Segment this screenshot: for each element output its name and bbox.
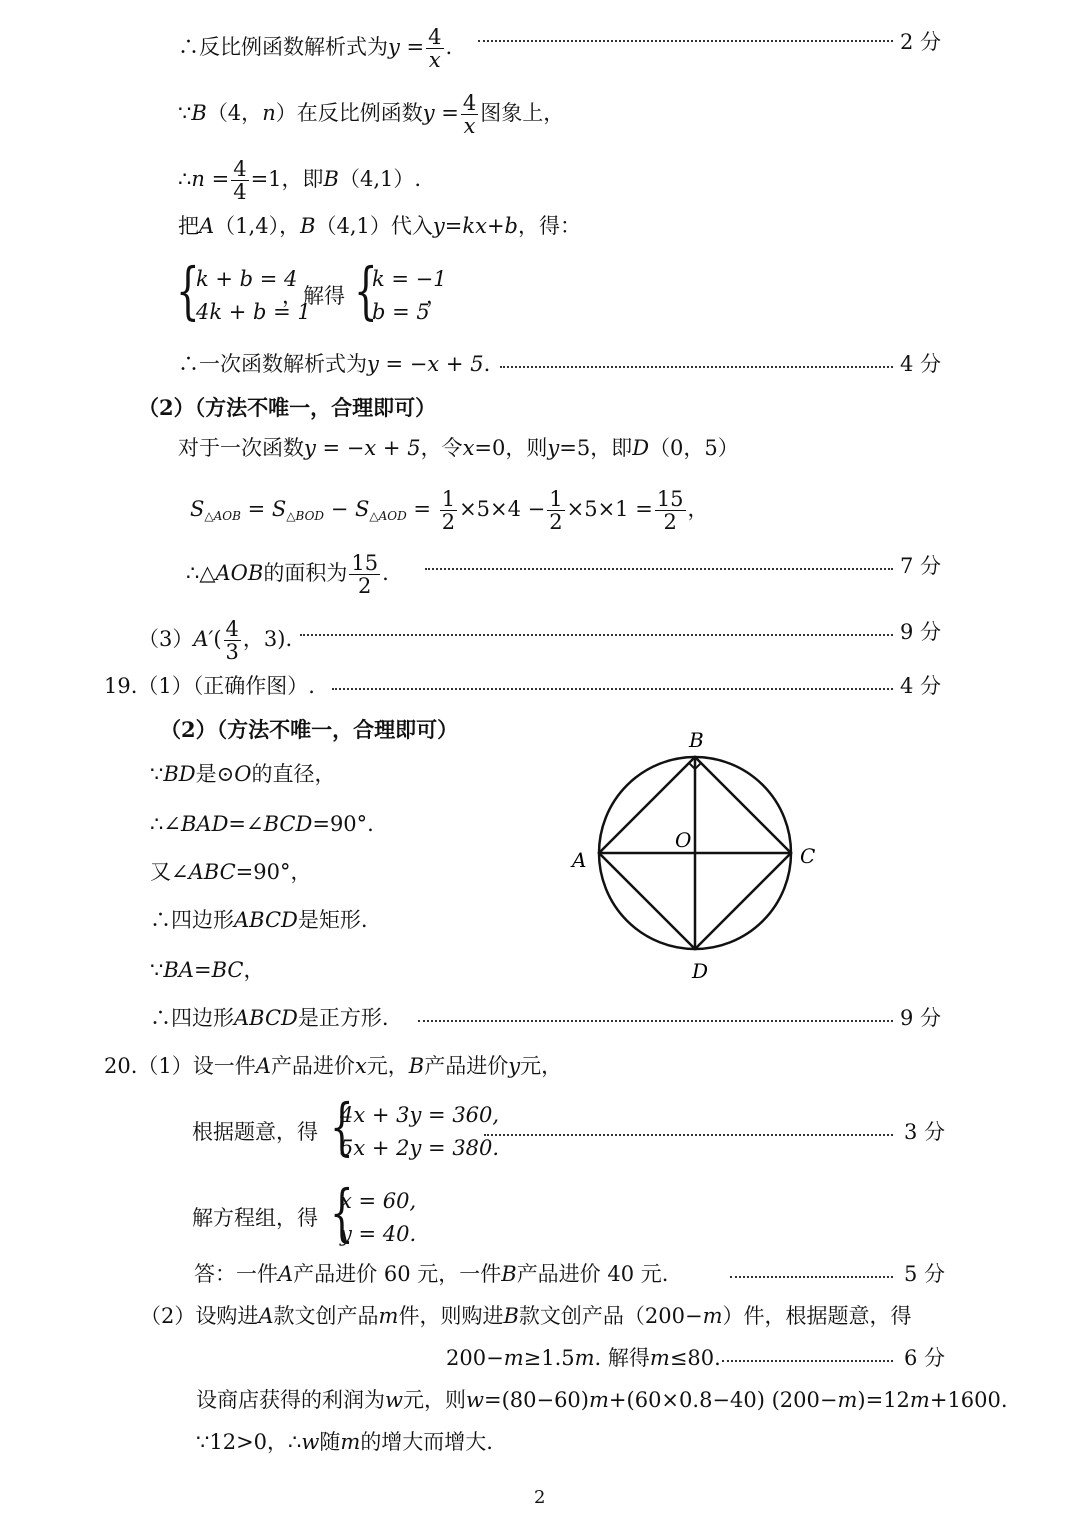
denominator: 2 (549, 510, 563, 534)
text: ∴一次函数解析式为 (178, 352, 367, 376)
var: B (501, 1262, 517, 1286)
text: （0，5） (649, 436, 739, 460)
text: ×5×4 − (459, 497, 546, 521)
equation-system-xy (330, 1090, 500, 1168)
text: ≤80. (669, 1346, 721, 1370)
equation-row: 4x + 3y = 360, (340, 1103, 500, 1127)
text: ， (243, 958, 265, 982)
equation-system-kb (176, 254, 476, 332)
line-n-value (178, 158, 421, 203)
text: =90°， (235, 860, 312, 884)
text: 设商店获得的利润为 (196, 1388, 385, 1412)
numerator: 1 (441, 487, 456, 511)
var: y (508, 1054, 521, 1078)
text: =1，即 (250, 167, 324, 191)
fraction (461, 92, 478, 137)
var: B (323, 167, 339, 191)
score-label: 9 分 (900, 620, 942, 644)
var: x (354, 1054, 367, 1078)
line-monotonic (196, 1428, 493, 1456)
page-number: 2 (534, 1487, 546, 1508)
text: 20.（1）设一件 (104, 1054, 256, 1078)
numerator: 15 (656, 487, 684, 511)
denominator: 2 (663, 510, 677, 534)
line-part3 (138, 618, 292, 663)
text: 把 (178, 214, 199, 238)
text: ，令 (420, 436, 463, 460)
var: x (462, 436, 475, 460)
text: − (324, 497, 355, 521)
var: BAD (180, 812, 229, 836)
equation: y=kx+b (432, 214, 518, 238)
text: 的面积为 (263, 561, 348, 585)
denominator: x (463, 114, 476, 138)
var: y (547, 436, 560, 460)
text: 根据题意，得 (192, 1120, 318, 1144)
line-linear-function (178, 350, 490, 378)
left-brace: { (354, 254, 378, 327)
line-inverse-function (178, 26, 452, 71)
var: A (199, 214, 215, 238)
equation-row: 5x + 2y = 380. (340, 1136, 500, 1160)
var: ABC (188, 860, 236, 884)
var-y: y (388, 35, 400, 59)
numerator: 4 (233, 157, 247, 181)
var: m (702, 1304, 723, 1328)
fraction (426, 26, 443, 71)
var: AOB (215, 561, 264, 585)
text: . 解得 (594, 1346, 650, 1370)
text: 是正方形. (297, 1006, 389, 1030)
text: ∴∠ (150, 812, 181, 836)
fraction (231, 158, 248, 203)
text: =0，则 (474, 436, 548, 460)
subscript: △AOD (369, 509, 407, 523)
line-answer (194, 1260, 668, 1288)
text: （2）设购进 (140, 1304, 259, 1328)
text: 元， (520, 1054, 563, 1078)
label-o: O (675, 828, 692, 852)
section-heading: （2）（方法不唯一，合理即可） (138, 395, 437, 420)
dot-leader (418, 1020, 893, 1022)
var: A′ (193, 627, 214, 651)
text: = (204, 167, 230, 191)
numerator: 1 (549, 487, 563, 511)
text: . (445, 35, 453, 59)
line-angle-abc (150, 858, 312, 886)
text: =90°. (312, 812, 374, 836)
question-20-part1 (104, 1052, 562, 1080)
text: 200− (446, 1346, 504, 1370)
var: m (909, 1388, 930, 1412)
label-b: B (689, 728, 704, 752)
numerator: 4 (225, 617, 239, 641)
left-brace: { (176, 254, 200, 327)
line-ba-bc (150, 956, 264, 984)
text: ）在反比例函数 (275, 101, 423, 125)
text: . (382, 561, 389, 585)
label-c: C (800, 844, 816, 868)
var-s: S (271, 497, 287, 521)
subscript: △BOD (286, 509, 325, 523)
text: ∴反比例函数解析式为 (178, 35, 388, 59)
text: = (240, 497, 272, 521)
score-label: 6 分 (904, 1346, 946, 1370)
equation: y = −x + 5 (367, 352, 484, 376)
denominator: 2 (441, 510, 456, 534)
line-right-angles (150, 810, 374, 838)
var: B (503, 1304, 519, 1328)
text: ，3). (242, 627, 293, 651)
line-profit (196, 1386, 1008, 1414)
question-19-part1: 19.（1）（正确作图）. (104, 674, 315, 698)
dot-leader (478, 40, 893, 42)
var: B (300, 214, 316, 238)
text: +1600. (929, 1388, 1008, 1412)
subscript: △AOB (204, 509, 241, 523)
text: ×5×1 = (566, 497, 653, 521)
text: （4,1）. (338, 167, 422, 191)
text: +(60×0.8−40) (200− (608, 1388, 838, 1412)
text: 元， (366, 1054, 409, 1078)
numerator: 4 (428, 25, 442, 49)
text: ( (213, 627, 222, 651)
dot-leader (484, 1134, 893, 1136)
text: 产品进价 60 元，一件 (293, 1262, 502, 1286)
text: =5，即 (559, 436, 633, 460)
text: ， (426, 284, 447, 308)
text: 答：一件 (194, 1262, 278, 1286)
dot-leader (425, 568, 893, 570)
label-a: A (572, 848, 587, 872)
text: （1,4）， (214, 214, 301, 238)
line-diameter (150, 760, 335, 788)
line-substitute (178, 212, 581, 240)
text: ∴△ (186, 561, 216, 585)
dot-leader (500, 366, 893, 368)
text: 的直径， (251, 762, 336, 786)
text: ≥1.5 (523, 1346, 575, 1370)
denominator: 4 (233, 180, 247, 204)
var: m (589, 1388, 609, 1412)
var: D (632, 436, 650, 460)
left-brace: { (330, 1176, 354, 1249)
text: =∠ (228, 812, 264, 836)
var: A (255, 1054, 271, 1078)
text: 解方程组，得 (192, 1206, 318, 1230)
text: 是⊙ (195, 762, 235, 786)
text: = (434, 101, 459, 125)
text: ∴ (178, 167, 192, 191)
text: ∵12>0，∴ (196, 1430, 302, 1454)
question-20-part2 (140, 1302, 912, 1330)
solution-row: y = 40. (340, 1222, 417, 1246)
text: （3） (138, 627, 194, 651)
line-area-result (186, 552, 389, 597)
dot-leader (730, 1276, 893, 1278)
text: = (399, 35, 425, 59)
text: 产品进价 40 元. (516, 1262, 669, 1286)
equation: y = −x + 5 (304, 436, 421, 460)
text: ∵ (150, 958, 164, 982)
solution-row: k = −1 (372, 267, 447, 291)
text: 产品进价 (270, 1054, 355, 1078)
score-label: 7 分 (900, 554, 942, 578)
solution-system-xy (330, 1176, 450, 1254)
fraction (547, 488, 564, 533)
text: ∵ (150, 762, 164, 786)
text: 是矩形. (297, 908, 368, 932)
denominator: 2 (358, 574, 372, 598)
var: m (378, 1304, 399, 1328)
var: m (574, 1346, 595, 1370)
denominator: x (428, 48, 441, 72)
text: ， (687, 497, 709, 521)
score-label: 3 分 (904, 1120, 946, 1144)
equation-row: k + b = 4 (196, 267, 298, 291)
var: w (465, 1388, 484, 1412)
text: ∴四边形 (150, 908, 234, 932)
text: 元，则 (402, 1388, 466, 1412)
text: 的增大而增大. (360, 1430, 493, 1454)
var: w (301, 1430, 320, 1454)
text: （4， (206, 101, 263, 125)
line-point-b (178, 92, 564, 137)
score-label: 9 分 (900, 1006, 942, 1030)
text: )=12 (857, 1388, 910, 1412)
text: 随 (319, 1430, 341, 1454)
text: 产品进价 (424, 1054, 509, 1078)
line-square (150, 1004, 389, 1032)
numerator: 4 (462, 91, 477, 115)
solution-row: x = 60, (340, 1189, 417, 1213)
var: ABCD (234, 908, 298, 932)
line-rectangle (150, 906, 368, 934)
score-label: 2 分 (900, 30, 942, 54)
score-label: 4 分 (900, 674, 942, 698)
var: m (503, 1346, 524, 1370)
var: y (422, 101, 435, 125)
text: 又∠ (150, 860, 189, 884)
dot-leader (300, 634, 893, 636)
text: =(80−60) (483, 1388, 589, 1412)
numerator: 15 (351, 551, 379, 575)
text: ）件，根据题意，得 (722, 1304, 912, 1328)
var: A (278, 1262, 294, 1286)
var: BD (163, 762, 196, 786)
solution-row: b = 5 (372, 300, 430, 324)
var: BA=BC (163, 958, 244, 982)
var: m (649, 1346, 670, 1370)
fraction (655, 488, 686, 533)
var: m (837, 1388, 858, 1412)
equation-row: 4k + b = 1 (196, 300, 311, 324)
var: BCD (263, 812, 313, 836)
text: 图象上， (480, 101, 565, 125)
dot-leader (722, 1360, 893, 1362)
text: ，解得 (282, 284, 345, 308)
line-inequality (446, 1344, 721, 1372)
fraction (224, 618, 241, 663)
text: 款文创产品 (273, 1304, 379, 1328)
var: m (340, 1430, 361, 1454)
score-label: 5 分 (904, 1262, 946, 1286)
text: ，得： (518, 214, 581, 238)
section-heading: （2）（方法不唯一，合理即可） (160, 717, 459, 742)
text: 对于一次函数 (178, 436, 304, 460)
var: n (191, 167, 205, 191)
label-d: D (692, 959, 709, 983)
text: = (406, 497, 438, 521)
text: （4,1）代入 (315, 214, 433, 238)
score-label: 4 分 (900, 352, 942, 376)
fraction (440, 488, 457, 533)
var: A (258, 1304, 274, 1328)
var: B (408, 1054, 425, 1078)
var: B (191, 101, 207, 125)
fraction (349, 552, 380, 597)
text: . (483, 352, 491, 376)
denominator: 3 (225, 640, 239, 664)
line-point-d (178, 434, 739, 462)
var: n (262, 101, 276, 125)
var-s: S (190, 497, 205, 521)
var-s: S (354, 497, 370, 521)
circle-square-figure (560, 725, 830, 990)
text: ∴四边形 (150, 1006, 234, 1030)
line-area-formula (190, 488, 709, 533)
var: ABCD (234, 1006, 298, 1030)
text: 款文创产品（200− (518, 1304, 703, 1328)
var: w (385, 1388, 403, 1412)
var: O (234, 762, 252, 786)
text: ∵ (178, 101, 192, 125)
dot-leader (332, 688, 893, 690)
text: 件，则购进 (398, 1304, 504, 1328)
left-brace: { (330, 1090, 354, 1163)
